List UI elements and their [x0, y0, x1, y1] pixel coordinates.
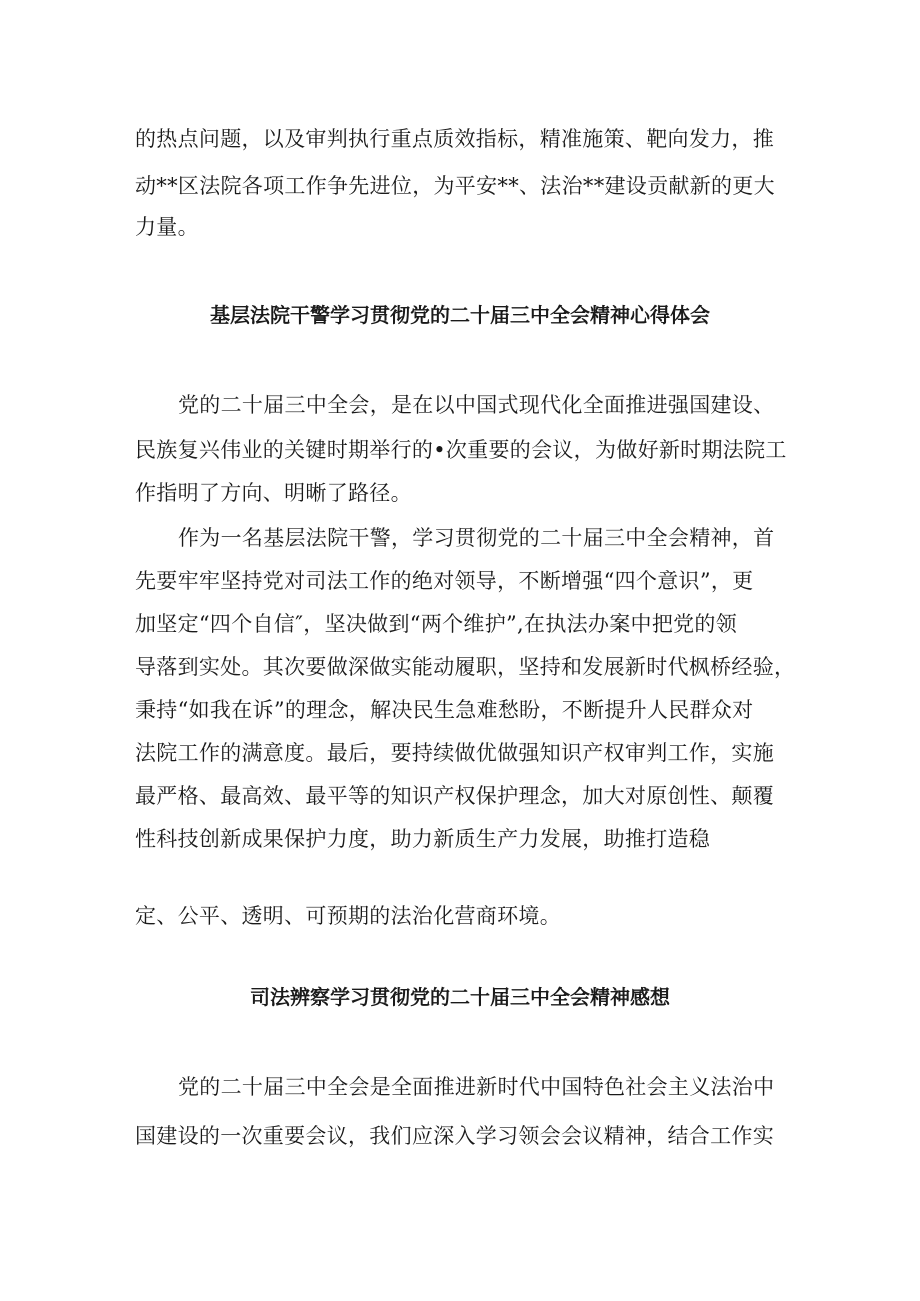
section1-para1-line-1: 党的二十届三中全会，是在以中国式现代化全面推进强国建设、 [178, 393, 775, 417]
opening-line-3: 力量。 [135, 215, 199, 239]
section2-para1-line-2: 国建设的一次重要会议，我们应深入学习领会会议精神，结合工作实 [135, 1124, 774, 1148]
opening-line-1: 的热点问题，以及审判执行重点质效指标，精准施策、靶向发力，推 [135, 127, 774, 151]
section1-para2-line-4: 导落到实处。其次要做深做实能动履职，坚持和发展新时代枫桥经验， [135, 655, 796, 679]
section1-para1-line-2: 民族复兴伟业的关键时期举行的•次重要的会议，为做好新时期法院工 [135, 438, 787, 462]
section2-title: 司法辨察学习贯彻党的二十届三中全会精神感想 [250, 985, 670, 1009]
section1-para2-line-1: 作为一名基层法院干警，学习贯彻党的二十届三中全会精神，首 [178, 526, 775, 550]
section1-para2-line-6: 法院工作的满意度。最后，要持续做优做强知识产权审判工作，实施 [135, 741, 774, 765]
section1-title: 基层法院干警学习贯彻党的二十届三中全会精神心得体会 [210, 303, 710, 327]
section2-para1-line-1: 党的二十届三中全会是全面推进新时代中国特色社会主义法治中 [178, 1075, 775, 1099]
opening-line-2: 动**区法院各项工作争先进位，为平安**、法治**建设贡献新的更大 [135, 174, 775, 198]
section1-para2-line-2: 先要牢牢坚持党对司法工作的绝对领导，不断增强“四个意识”，更 [135, 569, 754, 593]
section1-para2-line-7: 最严格、最高效、最平等的知识产权保护理念，加大对原创性、颠覆 [135, 784, 774, 808]
section1-para2-line-5: 秉持“如我在诉”的理念，解决民生急难愁盼，不断提升人民群众对 [135, 698, 754, 722]
section1-para2-line-8: 性科技创新成果保护力度，助力新质生产力发展，助推打造稳 [135, 827, 711, 851]
section1-para2-tail: 定、公平、透明、可预期的法治化营商环境。 [135, 904, 561, 928]
section1-para1-line-3: 作指明了方向、明晰了路径。 [135, 481, 412, 505]
section1-para2-line-3: 加坚定“四个自信″，坚决做到“两个维护”,在执法办案中把党的领 [135, 612, 738, 636]
